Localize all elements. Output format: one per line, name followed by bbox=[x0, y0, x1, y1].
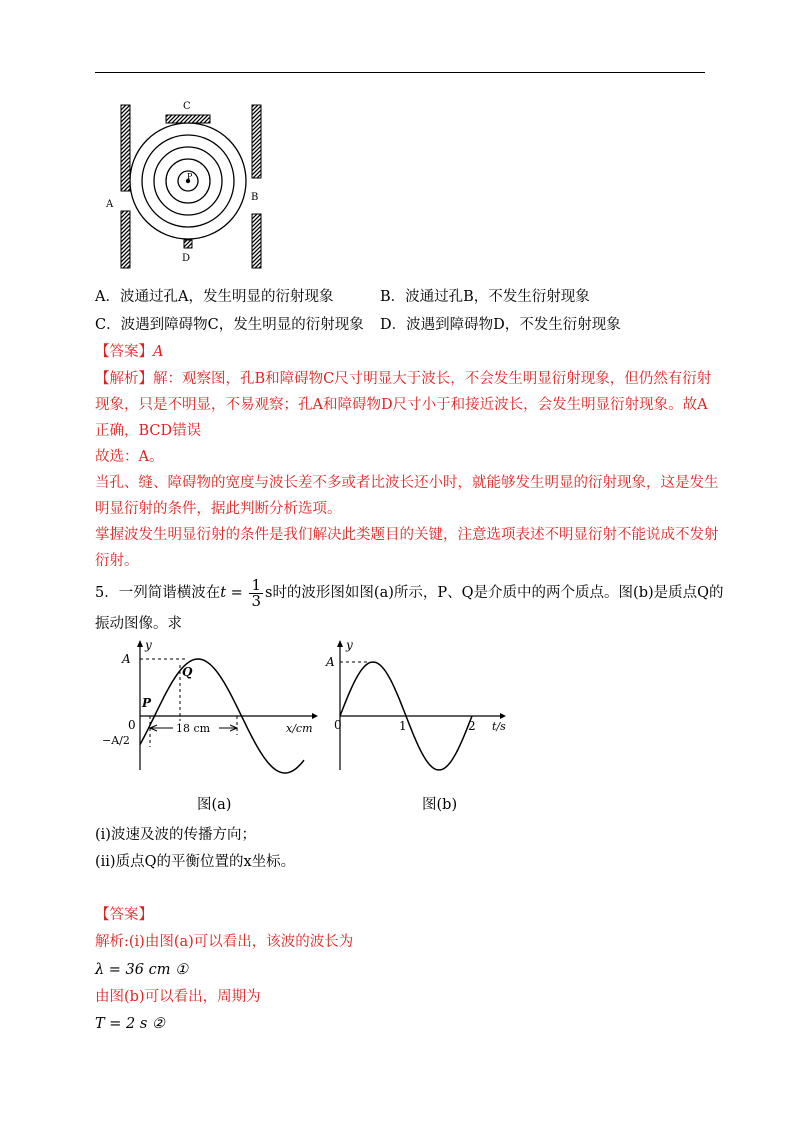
graph-a-caption: 图(a) bbox=[197, 797, 232, 813]
graph-a-amp-label: A bbox=[122, 652, 131, 666]
answer-2-line-3: 由图(b)可以看出，周期为 bbox=[95, 989, 261, 1005]
answer-1 bbox=[95, 342, 163, 362]
option-d: D．波遇到障碍物D，不发生衍射现象 bbox=[380, 317, 621, 333]
analysis-line-6: 明显衍射的条件，据此判断分析选项。 bbox=[95, 501, 342, 517]
answer-2-line-4: T = 2 s ② bbox=[95, 1016, 165, 1032]
label-c: C bbox=[183, 101, 191, 112]
graph-a-x-unit: x/cm bbox=[286, 722, 313, 735]
barrier-left-upper bbox=[121, 105, 130, 191]
answer-2-line-1: 解析:(ⅰ)由图(a)可以看出，该波的波长为 bbox=[95, 934, 354, 950]
q5-fraction bbox=[249, 575, 263, 610]
graph-b-amp-label: A bbox=[326, 655, 335, 669]
answer-1-label: 【答案】 bbox=[95, 344, 153, 360]
graph-b-t-unit: t/s bbox=[492, 720, 506, 733]
barrier-right-lower bbox=[252, 214, 261, 268]
analysis-line-5: 当孔、缝、障碍物的宽度与波长差不多或者比波长还小时，就能够发生明显的衍射现象，这是发生 bbox=[95, 475, 719, 491]
graph-b-t-arrow bbox=[500, 713, 506, 719]
q5-unit: s bbox=[264, 585, 273, 601]
analysis-line-1: 【解析】解：观察图，孔B和障碍物C尺寸明显大于波长，不会发生明显衍射现象，但仍然有衍射 bbox=[95, 371, 712, 387]
q5-den: 3 bbox=[251, 591, 261, 610]
barrier-right-upper bbox=[252, 105, 261, 178]
barrier-left-lower bbox=[121, 211, 130, 268]
answer-1-value: A bbox=[153, 344, 164, 360]
question-5-stem bbox=[95, 576, 724, 610]
q5-t: t bbox=[220, 585, 227, 601]
obstacle-c bbox=[166, 115, 210, 123]
label-b: B bbox=[251, 192, 259, 203]
label-p: P bbox=[187, 172, 193, 181]
label-d: D bbox=[182, 253, 191, 264]
question-5-sub-1: (i)波速及波的传播方向； bbox=[95, 827, 256, 843]
graph-b-tick-2: 2 bbox=[468, 719, 476, 733]
graph-a-origin: 0 bbox=[128, 718, 136, 732]
analysis-line-4: 故选：A。 bbox=[95, 449, 164, 465]
analysis-line-8: 衍射。 bbox=[95, 553, 139, 569]
graph-a-y-label: y bbox=[145, 638, 152, 652]
question-5-line-2: 振动图像。求 bbox=[95, 616, 182, 632]
analysis-line-3: 正确，BCD错误 bbox=[95, 423, 202, 439]
graph-b-tick-1: 1 bbox=[399, 719, 407, 733]
graph-a-y-arrow bbox=[137, 640, 143, 647]
answer-2-label: 【答案】 bbox=[95, 907, 153, 923]
graph-a-neg-half-label: −A/2 bbox=[102, 734, 130, 747]
graph-b-origin: 0 bbox=[334, 718, 342, 732]
analysis-line-7: 掌握波发生明显衍射的条件是我们解决此类题目的关键，注意选项表述不明显衍射不能说成不发射 bbox=[95, 527, 719, 543]
q5-prefix: 5．一列简谐横波在 bbox=[95, 585, 221, 601]
graph-b-y-label: y bbox=[346, 638, 353, 652]
analysis-line-2: 现象，只是不明显，不易观察；孔A和障碍物D尺寸小于和接近波长，会发生明显衍射现象。故A bbox=[95, 397, 708, 413]
label-a: A bbox=[106, 199, 114, 210]
graph-b-vibration bbox=[320, 635, 520, 780]
option-c: C．波遇到障碍物C，发生明显的衍射现象 bbox=[95, 317, 364, 333]
header-rule bbox=[95, 72, 705, 73]
option-b: B．波通过孔B，不发生衍射现象 bbox=[380, 289, 590, 305]
graph-a-x-arrow bbox=[312, 713, 318, 719]
answer-2-line-2: λ = 36 cm ① bbox=[95, 962, 189, 978]
graph-a-p-label: P bbox=[142, 696, 152, 710]
graph-a-waveform bbox=[100, 635, 325, 780]
question-5-sub-2: (ii)质点Q的平衡位置的x坐标。 bbox=[95, 854, 296, 870]
obstacle-d bbox=[184, 240, 192, 248]
q5-num: 1 bbox=[251, 575, 261, 594]
q5-eq: = bbox=[226, 585, 248, 601]
graph-a-q-label: Q bbox=[182, 665, 193, 679]
graph-b-caption: 图(b) bbox=[422, 797, 458, 813]
q5-rest: 时的波形图如图(a)所示，P、Q是介质中的两个质点。图(b)是质点Q的 bbox=[272, 585, 724, 601]
graph-b-y-arrow bbox=[337, 640, 343, 647]
diffraction-diagram bbox=[100, 95, 275, 275]
option-a: A．波通过孔A，发生明显的衍射现象 bbox=[95, 289, 334, 305]
graph-a-distance: 18 cm bbox=[176, 722, 211, 735]
